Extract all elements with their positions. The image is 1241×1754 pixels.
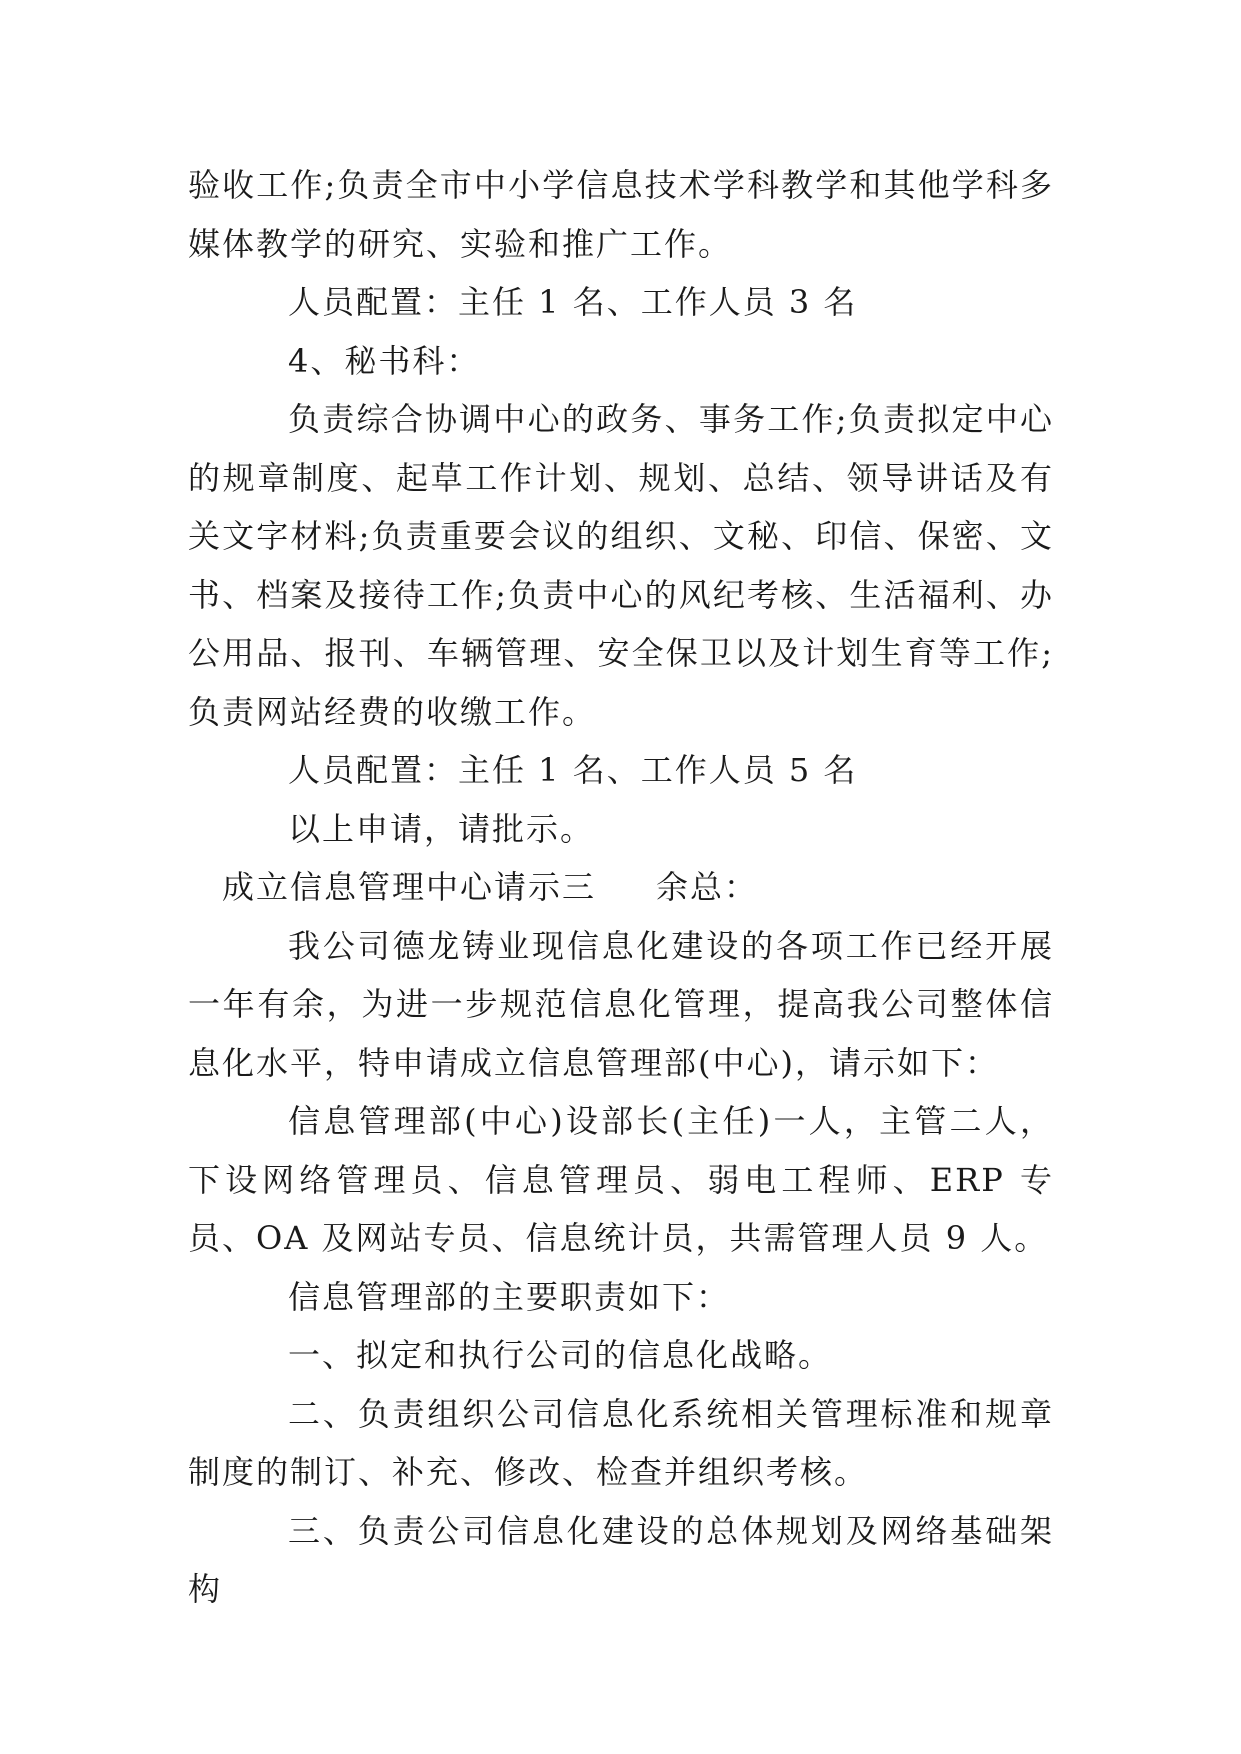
section-heading-secretariat: 4、秘书科： bbox=[288, 341, 481, 380]
paragraph-intro: 我公司德龙铸业现信息化建设的各项工作已经开展一年有余，为进一步规范信息化管理，提高我公司整体信息化水平，特申请成立信息管理部(中心)，请示如下： bbox=[188, 926, 1054, 1082]
paragraph-secretariat-duties: 负责综合协调中心的政务、事务工作;负责拟定中心的规章制度、起草工作计划、规划、总结、领导讲话及有关文字材料;负责重要会议的组织、文秘、印信、保密、文书、档案及接待工作;负责中心的风纪考核、生活福利、办公用品、报刊、车辆管理、安全保卫以及计划生育等工作;负责网站经费的收缴工作。 bbox=[188, 400, 1054, 731]
document-body bbox=[188, 156, 1054, 1619]
duty-item-3: 三、负责公司信息化建设的总体规划及网络基础架构 bbox=[188, 1511, 1054, 1608]
duty-item-2: 二、负责组织公司信息化系统相关管理标准和规章制度的制订、补充、修改、检查并组织考核。 bbox=[188, 1394, 1054, 1491]
duty-item-1: 一、拟定和执行公司的信息化战略。 bbox=[288, 1336, 833, 1374]
paragraph-staffing-5: 人员配置：主任 1 名、工作人员 5 名 bbox=[288, 751, 858, 789]
request-title: 成立信息管理中心请示三 bbox=[222, 868, 597, 906]
paragraph-duties-intro: 信息管理部的主要职责如下： bbox=[288, 1277, 731, 1316]
paragraph-staffing-3: 人员配置：主任 1 名、工作人员 3 名 bbox=[288, 283, 858, 321]
paragraph-department-setup: 信息管理部(中心)设部长(主任)一人，主管二人，下设网络管理员、信息管理员、弱电工程师、ERP 专员、OA 及网站专员、信息统计员，共需管理人员 9 人。 bbox=[188, 1102, 1054, 1257]
request-heading-line bbox=[188, 858, 1054, 917]
salutation: 余总： bbox=[656, 868, 759, 906]
paragraph-acceptance-work: 验收工作;负责全市中小学信息技术学科教学和其他学科多媒体教学的研究、实验和推广工作。 bbox=[188, 166, 1054, 263]
paragraph-request-approval: 以上申请，请批示。 bbox=[288, 809, 595, 848]
